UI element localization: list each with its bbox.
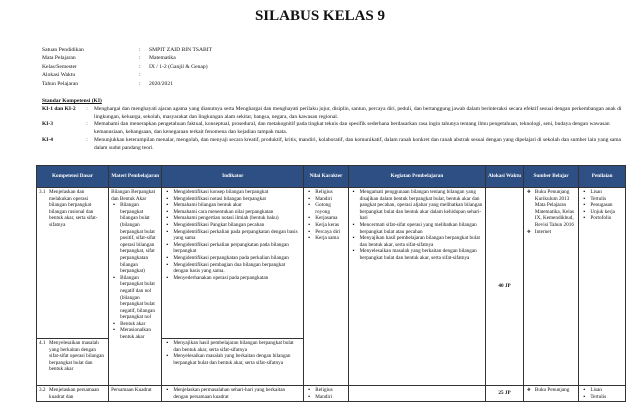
penilaian-cell bbox=[579, 386, 626, 402]
meta-value: SMPIT ZAID BIN TSABIT bbox=[149, 47, 213, 53]
identity-block bbox=[42, 46, 212, 88]
list-item: ▪ Mengidentifikasi perpangkatan pada perkalian bilangan bbox=[173, 255, 301, 262]
meta-row bbox=[42, 46, 212, 54]
list-item: ▪ Menyelesaikan masalah yang berkaitan dengan bilangan berpangkat bulat dan bentuk akar, serta sifat-sifatnya bbox=[173, 353, 301, 366]
ki-colon: : bbox=[86, 105, 88, 112]
list-item: ▪ Mengidentifikasi pembagian dua bilangan berpangkat dengan basis yang sama. bbox=[173, 262, 301, 275]
ki-key: KI-1 dan KI-2 bbox=[42, 105, 76, 112]
list-item: ▪ Menjelaskan permasalahan sehari-hari yang berkaitan dengan persamaan kuadrat bbox=[173, 387, 301, 400]
penilaian-cell bbox=[579, 188, 626, 386]
list-item: ❖ Internet bbox=[535, 229, 576, 236]
meta-value: 2020/2021 bbox=[149, 80, 173, 87]
materi-cell bbox=[109, 188, 162, 386]
column-header: Materi Pembelajaran bbox=[109, 166, 162, 188]
list-item: ❖ Buku Penunjang Kurikulum 2013 Mata Pelajaran Matematika, Kelas IX, Kemendikbud, Revisi Tahun 2016 bbox=[535, 189, 576, 229]
sumber-cell bbox=[523, 188, 578, 386]
column-header: Sumber Belajar bbox=[523, 166, 578, 188]
materi-intro: Bilangan Berpangkat dan Bentuk Akar bbox=[111, 189, 156, 202]
list-item: ▪ Lisan bbox=[590, 387, 623, 394]
syllabus-table bbox=[36, 165, 626, 402]
meta-key: Alokasi Waktu bbox=[42, 72, 76, 79]
ki-text: Menunjukkan keterampilan menalar, mengolah, dan menyaji secara kreatif, produktif, kritis, mandiri, kolaboratif, dan komunikatif, dalam ranah konkret dan ranah abstrak sesuai dengan yang dipelajari di sekolah dan sumber lain yang sama dalam sudut pandang teori. bbox=[94, 136, 621, 151]
ki-heading: Standar Kompetensi (KI) bbox=[42, 98, 102, 104]
alokasi-cell: 25 JP bbox=[486, 386, 524, 402]
list-item: ▪ Mengidentifikasi konsep bilangan berpangkat bbox=[173, 189, 301, 196]
meta-key: Kelas/Semester bbox=[42, 63, 77, 70]
ki-colon: : bbox=[86, 136, 88, 143]
meta-key: Mata Pelajaran bbox=[42, 55, 76, 62]
meta-row bbox=[42, 80, 212, 88]
ki-row bbox=[42, 121, 622, 137]
list-item: ▪ Unjuk kerja bbox=[590, 209, 623, 216]
meta-colon: : bbox=[139, 80, 141, 87]
list-item: ▪ Menyajikan hasil pembelajaran bilangan berpangkat bulat dan bentuk akar, serta sifat-sifatnya bbox=[173, 340, 301, 353]
nilai-cell bbox=[304, 188, 348, 386]
list-item: ▪ Bentuk akar bbox=[120, 321, 159, 328]
list-item: ▪ Bilangan berpangkat bilangan bulat (bilangan berpangkat bulat positif, sifat-sifat operasi bilangan berpangkat, sifat perpangkatan bilangan berpangkat) bbox=[120, 202, 159, 275]
meta-colon: : bbox=[139, 72, 141, 79]
list-item: ▪ Merasionalkan bentuk akar bbox=[120, 327, 159, 340]
kd-number: 3.2 bbox=[39, 387, 46, 393]
list-item: ▪ Mengidentifikasi notasi bilangan berpangkat bbox=[173, 196, 301, 203]
indikator-cell bbox=[162, 339, 304, 386]
meta-value: IX / 1-2 (Ganjil & Genap) bbox=[149, 63, 208, 70]
table-row bbox=[37, 188, 626, 339]
list-item: ▪ Menyajikan hasil pembelajaran bilangan berpangkat bulat dan bentuk akar, serta sifat-sifatnya bbox=[360, 235, 484, 248]
list-item: ▪ Bilangan berpangkat bulat negatif dan nol (bilangan berpangkat bulat negatif, bilangan berpangkat nol bbox=[120, 275, 159, 321]
nilai-cell bbox=[304, 386, 348, 402]
list-item: ▪ Mencermati sifat-sifat operasi yang melibatkan bilangan berpangkat bulat atau pecahan bbox=[360, 222, 484, 235]
list-item: ▪ Gotong royong bbox=[315, 202, 345, 215]
column-header: Nilai Karakter bbox=[304, 166, 348, 188]
ki-key: KI-3 bbox=[42, 121, 53, 128]
list-item: ▪ Mengamati penggunaan bilangan tentang bilangan yang disajikan dalam bentuk berpangkat bulat, bentuk akar dan pangkat pecahan, operasi aljabar yang melibatkan bilangan berpangkat bulat dan bentuk akar dalam kehidupan sehari-hari bbox=[360, 189, 484, 222]
ki-row bbox=[42, 106, 622, 122]
materi-cell: Persamaan Kuadrat bbox=[109, 386, 162, 402]
meta-colon: : bbox=[139, 55, 141, 62]
list-item: ▪ Mengidentifikasi perkalian perpangkatan pada bilangan berpangkat bbox=[173, 242, 301, 255]
table-row bbox=[37, 386, 626, 402]
ki-row bbox=[42, 137, 622, 153]
list-item: ▪ Mandiri bbox=[315, 196, 345, 203]
sumber-cell bbox=[523, 386, 578, 402]
kd-cell bbox=[37, 386, 109, 402]
list-item: ▪ Kerja keras bbox=[315, 222, 345, 229]
alokasi-cell: 40 JP bbox=[486, 188, 524, 386]
meta-row bbox=[42, 71, 212, 79]
ki-text: Memahami dan menerapkan pengetahuan faktual, konseptual, prosedural, dan metakognitif pada tingkat teknis dan spesifik sederhana berdasarkan rasa ingin tahunya tentang ilmu pengetahuan, teknologi, seni, budaya dengan wawasan kemanusiaan, kebangsaan, dan kenegaraan terkait fenomena dan kejadian tampak mata. bbox=[94, 121, 610, 136]
column-header: Kegiatan Pembelajaran bbox=[348, 166, 486, 188]
list-item: ▪ Religius bbox=[315, 387, 345, 394]
list-item: ▪ Memahami pengertian notasi ilmiah (bentuk baku) bbox=[173, 215, 301, 222]
ki-key: KI-4 bbox=[42, 136, 53, 143]
list-item: ▪ Menyelesaikan masalah yang berkaitan dengan bilangan berpangkat bulat dan bentuk akar, serta sifat-sifatnya bbox=[360, 248, 484, 261]
indikator-cell bbox=[162, 188, 304, 339]
column-header: Indikator bbox=[162, 166, 304, 188]
list-item: ❖ Buku Penunjang bbox=[535, 387, 576, 394]
indikator-cell bbox=[162, 386, 304, 402]
list-item: ▪ Kerjasama bbox=[315, 215, 345, 222]
meta-row bbox=[42, 63, 212, 71]
kd-text: Menjelaskan persamaan kuadrat dan bbox=[49, 387, 99, 400]
list-item: ▪ Percaya diri bbox=[315, 229, 345, 236]
kd-number: 4.1 bbox=[39, 340, 46, 346]
kegiatan-cell bbox=[348, 386, 486, 402]
ki-colon: : bbox=[86, 121, 88, 128]
meta-key: Tahun Pelajaran bbox=[42, 80, 79, 87]
meta-colon: : bbox=[139, 63, 141, 70]
list-item: ▪ Memahami bilangan bentuk akar bbox=[173, 202, 301, 209]
kd-cell bbox=[37, 339, 109, 386]
meta-colon: : bbox=[139, 47, 141, 53]
meta-value: Matematika bbox=[149, 55, 176, 62]
list-item: ▪ Penugasan bbox=[590, 202, 623, 209]
list-item: ▪ Kerja sama bbox=[315, 235, 345, 242]
list-item: ▪ Religius bbox=[315, 189, 345, 196]
list-item: ▪ Memahami cara menentukan nilai perpangkatan bbox=[173, 209, 301, 216]
list-item: ▪ Tertulis bbox=[590, 394, 623, 401]
list-item: ▪ Tertulis bbox=[590, 196, 623, 203]
ki-text: Menghargai dan menghayati ajaran agama yang dianutnya serta Menghargai dan menghayati perilaku jujur, disiplin, santun, percaya diri, peduli, dan bertanggung jawab dalam berinteraksi secara efektif sesuai dengan perkembangan anak di lingkungan, keluarga, sekolah, masyarakat dan lingkungan alam sekitar, bangsa, negara, dan kawasan regional. bbox=[94, 105, 622, 120]
kd-text: Menjelaskan dan melakukan operasi bilangan berpangkat bilangan rasional dan bentuk akar, serta sifat-sifatnya bbox=[49, 189, 98, 228]
list-item: ▪ Mandiri bbox=[315, 394, 345, 401]
kd-text: Menyelesaikan masalah yang berkaitan dengan sifat-sifat operasi bilangan berpangkat bulat dan bentuk akar bbox=[49, 340, 105, 373]
table-header-row bbox=[37, 166, 626, 188]
column-header: Alokasi Waktu bbox=[486, 166, 524, 188]
list-item: ▪ Menyederhanakan operasi pada perpangkatan bbox=[173, 275, 301, 282]
kegiatan-cell bbox=[348, 188, 486, 386]
competency-standards bbox=[42, 98, 622, 153]
meta-row bbox=[42, 54, 212, 62]
list-item: ▪ Portofolio bbox=[590, 215, 623, 222]
column-header: Penilaian bbox=[579, 166, 626, 188]
list-item: ▪ Lisan bbox=[590, 189, 623, 196]
meta-key: Satuan Pendidikan bbox=[42, 47, 84, 53]
kd-cell bbox=[37, 188, 109, 339]
list-item: ▪ Mengidentifikasi perkalian pada perpangkatan dengan basis yang sama bbox=[173, 229, 301, 242]
page-title: SILABUS KELAS 9 bbox=[254, 8, 386, 24]
kd-number: 3.1 bbox=[39, 189, 46, 195]
column-header: Kompetensi Dasar bbox=[37, 166, 109, 188]
list-item: ▪ Mengidentifikasi Pangkat bilangan pecahan bbox=[173, 222, 301, 229]
